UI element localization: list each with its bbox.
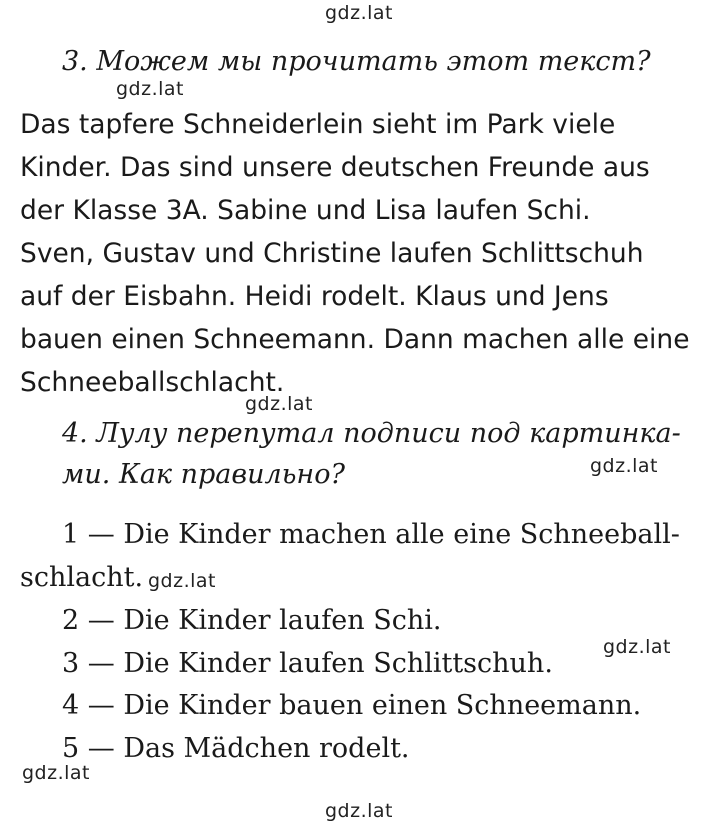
text-line: Schneeballschlacht. bbox=[20, 367, 285, 398]
answer-item-2: 2 — Die Kinder laufen Schi. bbox=[62, 605, 442, 636]
watermark: gdz.lat bbox=[22, 762, 91, 784]
text-line: Sven, Gustav und Christine laufen Schlittschuh bbox=[20, 238, 644, 269]
text-line: auf der Eisbahn. Heidi rodelt. Klaus und Jens bbox=[20, 281, 609, 312]
text-line: Das tapfere Schneiderlein sieht im Park viele bbox=[20, 109, 616, 140]
watermark: gdz.lat bbox=[590, 455, 659, 477]
text-line: Kinder. Das sind unsere deutschen Freunde aus bbox=[20, 152, 650, 183]
watermark: gdz.lat bbox=[325, 2, 394, 24]
watermark: gdz.lat bbox=[148, 570, 217, 592]
answer-item-1-continued: schlacht. bbox=[20, 562, 144, 593]
exercise-4-heading-line2: ми. Как правильно? bbox=[62, 459, 345, 490]
exercise-3-heading: 3. Можем мы прочитать этот текст? bbox=[62, 46, 651, 77]
watermark: gdz.lat bbox=[603, 636, 672, 658]
text-line: bauen einen Schneemann. Dann machen alle eine bbox=[20, 324, 690, 355]
exercise-3-text bbox=[20, 103, 710, 404]
answer-item-1: 1 — Die Kinder machen alle eine Schneeball- bbox=[62, 519, 680, 550]
exercise-4-heading-line1: 4. Лулу перепутал подписи под картинка- bbox=[62, 418, 681, 449]
watermark: gdz.lat bbox=[325, 800, 394, 822]
watermark: gdz.lat bbox=[245, 393, 314, 415]
answer-item-3: 3 — Die Kinder laufen Schlittschuh. bbox=[62, 648, 553, 679]
text-line: der Klasse 3A. Sabine und Lisa laufen Schi. bbox=[20, 195, 591, 226]
answer-item-4: 4 — Die Kinder bauen einen Schneemann. bbox=[62, 690, 642, 721]
answer-item-5: 5 — Das Mädchen rodelt. bbox=[62, 733, 410, 764]
watermark: gdz.lat bbox=[116, 78, 185, 100]
